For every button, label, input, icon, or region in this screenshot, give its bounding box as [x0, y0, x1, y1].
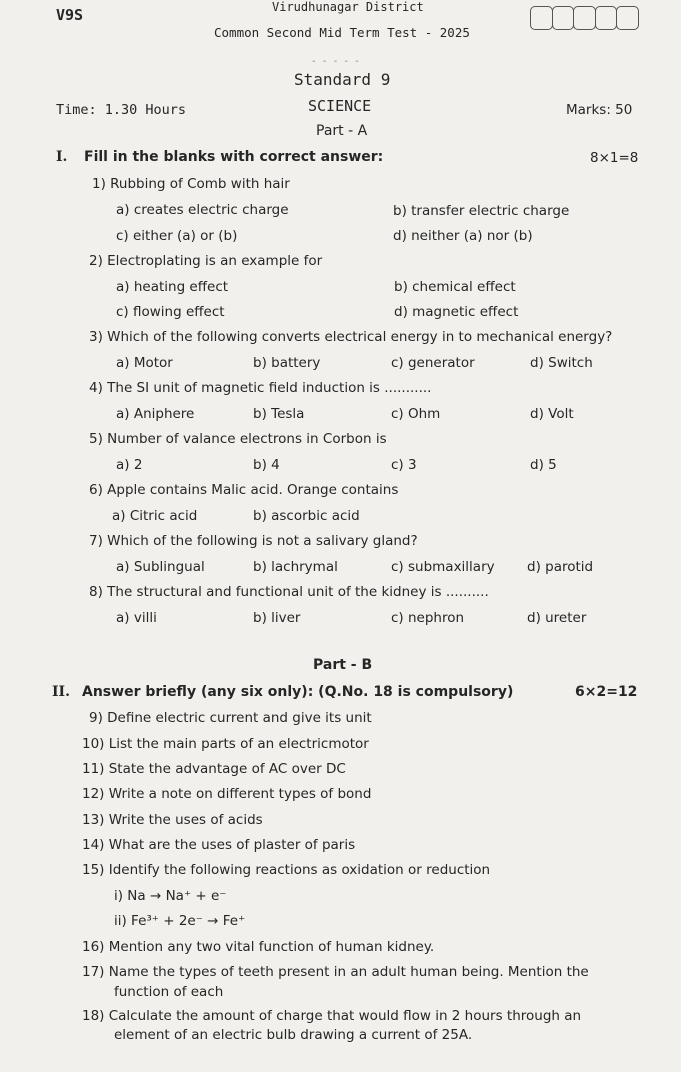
section1-title: Fill in the blanks with correct answer:	[84, 149, 384, 165]
question-15: 15) Identify the following reactions as oxidation or reduction	[82, 862, 491, 878]
q2-option-d: d) magnetic effect	[394, 304, 519, 320]
q5-option-c: c) 3	[391, 457, 417, 473]
q3-option-c: c) generator	[391, 355, 475, 371]
q5-option-d: d) 5	[530, 457, 557, 473]
section2-marks: 6×2=12	[575, 684, 638, 700]
question-5: 5) Number of valance electrons in Corbon is	[89, 431, 387, 447]
question-9: 9) Define electric current and give its unit	[89, 710, 372, 726]
section2-title: Answer briefly (any six only): (Q.No. 18 is compulsory)	[82, 684, 514, 700]
q2-option-b: b) chemical effect	[394, 279, 516, 295]
q7-option-d: d) parotid	[527, 559, 594, 575]
q6-option-b: b) ascorbic acid	[253, 508, 360, 524]
q8-option-a: a) villi	[116, 610, 157, 626]
question-8: 8) The structural and functional unit of the kidney is ..........	[89, 584, 489, 600]
q4-option-c: c) Ohm	[391, 406, 441, 422]
q7-option-c: c) submaxillary	[391, 559, 495, 575]
q1-option-a: a) creates electric charge	[116, 202, 289, 218]
question-6: 6) Apple contains Malic acid. Orange contains	[89, 482, 399, 498]
q4-option-b: b) Tesla	[253, 406, 305, 422]
marks-label: Marks: 50	[566, 102, 633, 118]
exam-title: Common Second Mid Term Test - 2025	[214, 25, 470, 40]
section1-number: I.	[56, 149, 68, 165]
q8-option-c: c) nephron	[391, 610, 465, 626]
question-2: 2) Electroplating is an example for	[89, 253, 323, 269]
q3-option-b: b) battery	[253, 355, 321, 371]
q4-option-d: d) Volt	[530, 406, 574, 422]
paper-code: V9S	[56, 6, 84, 24]
question-15-part-i: i) Na → Na⁺ + e⁻	[114, 888, 227, 904]
question-17: 17) Name the types of teeth present in an adult human being. Mention the	[82, 964, 589, 980]
register-number-boxes	[530, 6, 638, 30]
question-12: 12) Write a note on different types of bond	[82, 786, 372, 802]
section2-number: II.	[52, 684, 70, 700]
q1-option-d: d) neither (a) nor (b)	[393, 228, 533, 244]
section1-marks: 8×1=8	[590, 150, 639, 166]
q2-option-a: a) heating effect	[116, 279, 229, 295]
question-18-continued: element of an electric bulb drawing a current of 25A.	[114, 1027, 473, 1043]
standard-label: Standard 9	[294, 70, 391, 89]
question-4: 4) The SI unit of magnetic field induction is ...........	[89, 380, 432, 396]
q5-option-b: b) 4	[253, 457, 280, 473]
q5-option-a: a) 2	[116, 457, 143, 473]
question-15-part-ii: ii) Fe³⁺ + 2e⁻ → Fe⁺	[114, 913, 246, 929]
question-11: 11) State the advantage of AC over DC	[82, 761, 346, 777]
question-17-continued: function of each	[114, 984, 224, 1000]
question-13: 13) Write the uses of acids	[82, 812, 263, 828]
divider-dots: - - - - -	[312, 56, 361, 67]
district-name: Virudhunagar District	[272, 0, 424, 14]
q3-option-a: a) Motor	[116, 355, 173, 371]
q1-option-b: b) transfer electric charge	[393, 203, 570, 219]
q7-option-b: b) lachrymal	[253, 559, 338, 575]
part-a-label: Part - A	[316, 123, 368, 139]
question-1: 1) Rubbing of Comb with hair	[92, 176, 290, 192]
time-label: Time: 1.30 Hours	[56, 102, 187, 118]
question-18: 18) Calculate the amount of charge that would flow in 2 hours through an	[82, 1008, 582, 1024]
q8-option-b: b) liver	[253, 610, 301, 626]
q6-option-a: a) Citric acid	[112, 508, 198, 524]
q1-option-c: c) either (a) or (b)	[116, 228, 238, 244]
question-10: 10) List the main parts of an electricmotor	[82, 736, 369, 752]
question-16: 16) Mention any two vital function of human kidney.	[82, 939, 435, 955]
question-14: 14) What are the uses of plaster of paris	[82, 837, 356, 853]
q2-option-c: c) flowing effect	[116, 304, 225, 320]
q4-option-a: a) Aniphere	[116, 406, 195, 422]
part-b-label: Part - B	[313, 657, 373, 673]
q3-option-d: d) Switch	[530, 355, 593, 371]
q7-option-a: a) Sublingual	[116, 559, 205, 575]
question-3: 3) Which of the following converts electrical energy in to mechanical energy?	[89, 329, 613, 345]
question-7: 7) Which of the following is not a salivary gland?	[89, 533, 418, 549]
q8-option-d: d) ureter	[527, 610, 587, 626]
subject-label: SCIENCE	[308, 97, 372, 115]
